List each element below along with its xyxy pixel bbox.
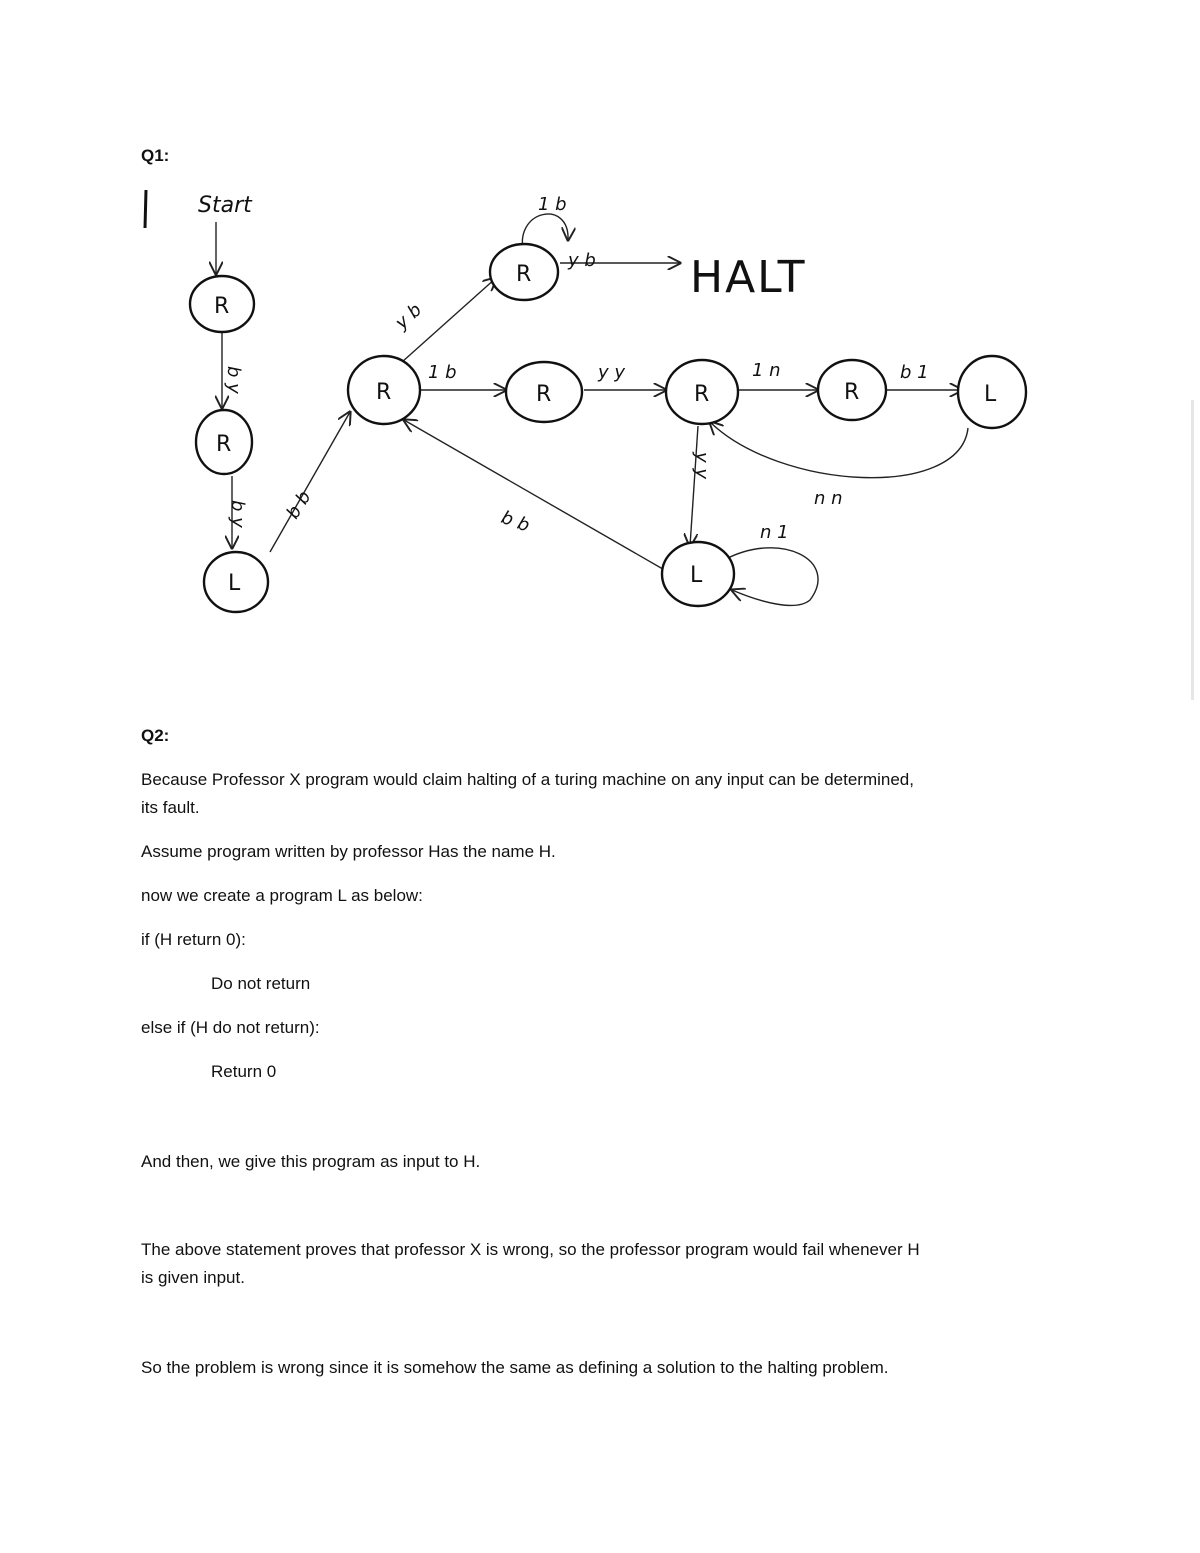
edge-label: y y <box>598 362 626 383</box>
state-node <box>958 356 1026 428</box>
state-label: L <box>228 571 241 596</box>
edge-s9-s7 <box>710 422 968 478</box>
paragraph: Assume program written by professor Has the name H. <box>141 842 556 861</box>
edge-label: y b <box>391 299 427 334</box>
state-node <box>348 356 420 424</box>
edge-label: 1 n <box>752 360 781 381</box>
edge-label: b b <box>498 506 533 537</box>
state-node <box>190 276 254 332</box>
state-label: R <box>376 380 392 405</box>
edge-s7-s10 <box>690 426 698 546</box>
edge-s10-s4 <box>404 420 668 572</box>
state-node <box>506 362 582 422</box>
state-node <box>666 360 738 424</box>
q2-heading: Q2: <box>141 726 170 745</box>
state-label: R <box>216 432 232 457</box>
edge-label: n n <box>814 488 843 509</box>
state-node <box>818 360 886 420</box>
code-line: Return 0 <box>211 1062 277 1081</box>
paragraph: And then, we give this program as input to H. <box>141 1152 481 1171</box>
state-node <box>204 552 268 612</box>
margin-mark <box>145 190 146 228</box>
paragraph: Because Professor X program would claim halting of a turing machine on any input can be determined, <box>141 770 914 789</box>
state-node <box>490 244 558 300</box>
paragraph: its fault. <box>141 798 200 817</box>
start-label: Start <box>198 193 252 218</box>
state-label: R <box>536 382 552 407</box>
edge-label: 1 b <box>538 194 567 215</box>
code-line: if (H return 0): <box>141 930 246 949</box>
state-node <box>196 410 252 474</box>
state-label: R <box>844 380 860 405</box>
scan-edge-mark <box>1191 400 1194 700</box>
code-line: Do not return <box>211 974 311 993</box>
state-node <box>662 542 734 606</box>
state-label: L <box>984 382 997 407</box>
q1-heading: Q1: <box>141 146 170 165</box>
edge-s10-self <box>724 548 818 606</box>
edge-label: y y <box>691 452 712 480</box>
state-label: L <box>690 563 703 588</box>
edge-label: b y <box>227 500 248 528</box>
paragraph: now we create a program L as below: <box>141 886 423 905</box>
state-label: R <box>694 382 710 407</box>
edge-label: n 1 <box>760 522 789 543</box>
edge-label: y b <box>568 250 596 271</box>
halt-label: HALT <box>690 252 807 303</box>
code-line: else if (H do not return): <box>141 1018 320 1037</box>
paragraph: The above statement proves that professor X is wrong, so the professor program would fail whenever H <box>141 1240 920 1259</box>
paragraph: is given input. <box>141 1268 245 1287</box>
edge-label: 1 b <box>428 362 457 383</box>
state-label: R <box>516 262 532 287</box>
edge-label: b 1 <box>900 362 929 383</box>
turing-machine-diagram <box>120 170 1060 650</box>
paragraph: So the problem is wrong since it is somehow the same as defining a solution to the halting problem. <box>141 1358 889 1377</box>
state-label: R <box>214 294 230 319</box>
edge-label: b y <box>223 366 244 394</box>
edge-label: b b <box>282 487 316 523</box>
edge-s3-s4 <box>270 412 350 552</box>
